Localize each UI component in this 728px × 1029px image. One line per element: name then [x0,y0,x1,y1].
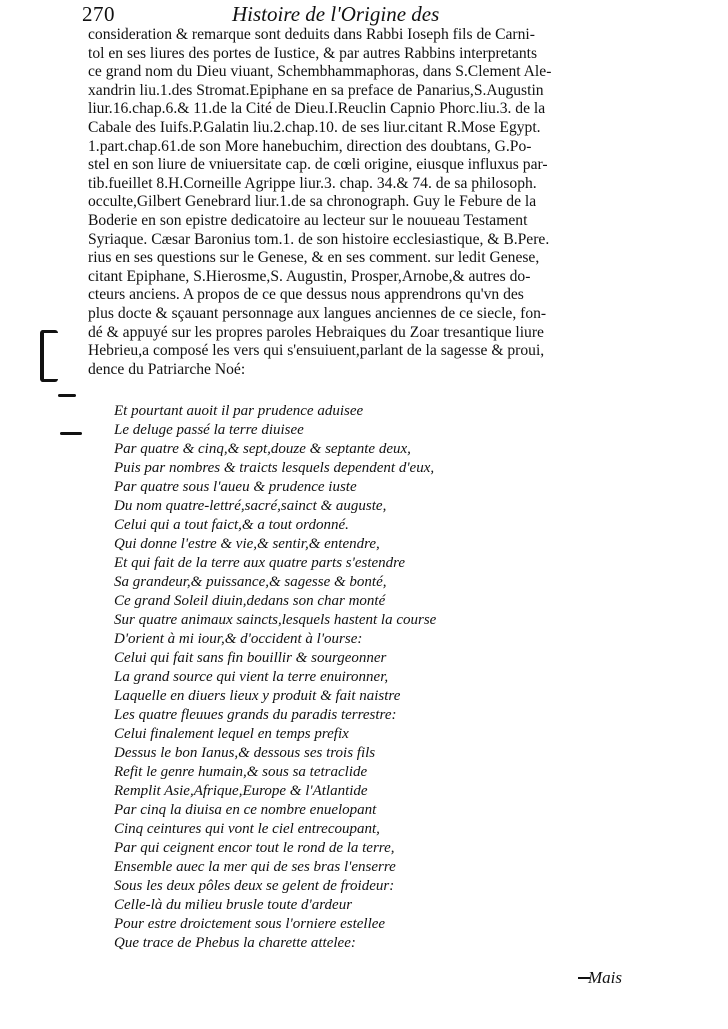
margin-bracket-mark [40,330,58,382]
verse-line: D'orient à mi iour,& d'occident à l'ourse: [114,631,363,647]
verse-line: Puis par nombres & traicts lesquels dependent d'eux, [114,460,435,476]
prose-line: tib.fueillet 8.H.Corneille Agrippe liur.3. chap. 34.& 74. de sa philosoph. [88,174,537,192]
verse-line: Ce grand Soleil diuin,dedans son char monté [114,593,386,609]
prose-paragraph [88,26,708,379]
verse-line: Pour estre droictement sous l'orniere estellee [114,916,386,932]
verse-line: Remplit Asie,Afrique,Europe & l'Atlantide [114,783,368,799]
prose-line: liur.16.chap.6.& 11.de la Cité de Dieu.I.Reuclin Capnio Phorc.liu.3. de la [88,100,546,118]
verse-line: Et qui fait de la terre aux quatre parts s'estendre [114,555,406,571]
verse-line: Laquelle en diuers lieux y produit & fait naistre [114,688,401,704]
prose-line: consideration & remarque sont deduits dans Rabbi Ioseph fils de Carni- [88,26,535,43]
verse-line: Sur quatre animaux saincts,lesquels hastent la course [114,612,437,628]
prose-line: plus docte & sçauant personnage aux langues anciennes de ce siecle, fon- [88,304,547,322]
verse-line: Celui qui a tout faict,& a tout ordonné. [114,517,349,533]
verse-line: Sous les deux pôles deux se gelent de froideur: [114,878,395,894]
prose-line: 1.part.chap.61.de son More hanebuchim, direction des doubtans, G.Po- [88,137,532,155]
verse-line: La grand source qui vient la terre enuironner, [114,669,389,685]
verse-line: Les quatre fleuues grands du paradis terrestre: [114,707,397,723]
catchword: Mais [588,968,622,987]
verse-line: Le deluge passé la terre diuisee [114,422,304,438]
verse-line: Refit le genre humain,& sous sa tetraclide [114,764,368,780]
verse-line: Du nom quatre-lettré,sacré,sainct & auguste, [114,498,387,514]
running-title: Histoire de l'Origine des [232,2,440,26]
prose-line: Hebrieu,a composé les vers qui s'ensuiuent,parlant de la sagesse & proui, [88,342,545,360]
verse-line: Par quatre & cinq,& sept,douze & septante deux, [114,441,411,457]
verse-line: Ensemble auec la mer qui de ses bras l'enserre [114,859,396,875]
verse-line: Et pourtant auoit il par prudence aduisee [114,403,364,419]
prose-line: occulte,Gilbert Genebrard liur.1.de sa chronograph. Guy le Febure de la [88,193,537,211]
prose-line: Syriaque. Cæsar Baronius tom.1. de son histoire ecclesiastique, & B.Pere. [88,230,550,248]
verse-line: Que trace de Phebus la charette attelee: [114,935,356,951]
verse-line: Sa grandeur,& puissance,& sagesse & bonté, [114,574,387,590]
verse-line: Par cinq la diuisa en ce nombre enuelopant [114,802,377,818]
verse-line: Dessus le bon Ianus,& dessous ses trois fils [114,745,376,761]
prose-line: ce grand nom du Dieu viuant, Schembhammaphoras, dans S.Clement Ale- [88,63,552,81]
prose-line: cteurs anciens. A propos de ce que dessus nous apprendrons qu'vn des [88,286,524,304]
verse-line: Par quatre sous l'aueu & prudence iuste [114,479,357,495]
verse-line: Celle-là du milieu brusle toute d'ardeur [114,897,353,913]
verse-line: Cinq ceintures qui vont le ciel entrecoupant, [114,821,380,837]
page-number: 270 [82,2,115,26]
prose-line: citant Epiphane, S.Hierosme,S. Augustin, Prosper,Arnobe,& autres do- [88,267,531,285]
verse-line: Par qui ceignent encor tout le rond de la terre, [114,840,395,856]
verse-line: Celui qui fait sans fin bouillir & sourgeonner [114,650,387,666]
prose-line: Cabale des Iuifs.P.Galatin liu.2.chap.10. de ses liur.citant R.Mose Egypt. [88,118,541,136]
prose-line: rius en ses questions sur le Genese, & en ses comment. sur ledit Genese, [88,249,540,267]
margin-dash-mark [58,394,76,397]
margin-dash-mark [60,432,82,435]
verse-line: Celui finalement lequel en temps prefix [114,726,349,742]
verse-block [114,402,714,953]
prose-line: dé & appuyé sur les propres paroles Hebraiques du Zoar tresantique liure [88,323,544,341]
prose-line: xandrin liu.1.des Stromat.Epiphane en sa preface de Panarius,S.Augustin [88,81,544,99]
prose-line: dence du Patriarche Noé: [88,360,246,378]
prose-line: tol en ses liures des portes de Iustice, & par autres Rabbins interpretants [88,44,538,62]
prose-line: stel en son liure de vniuersitate cap. de cœli origine, eiusque influxus par- [88,156,548,174]
verse-line: Qui donne l'estre & vie,& sentir,& entendre, [114,536,380,552]
prose-line: Boderie en son epistre dedicatoire au lecteur sur le nouueau Testament [88,211,528,229]
